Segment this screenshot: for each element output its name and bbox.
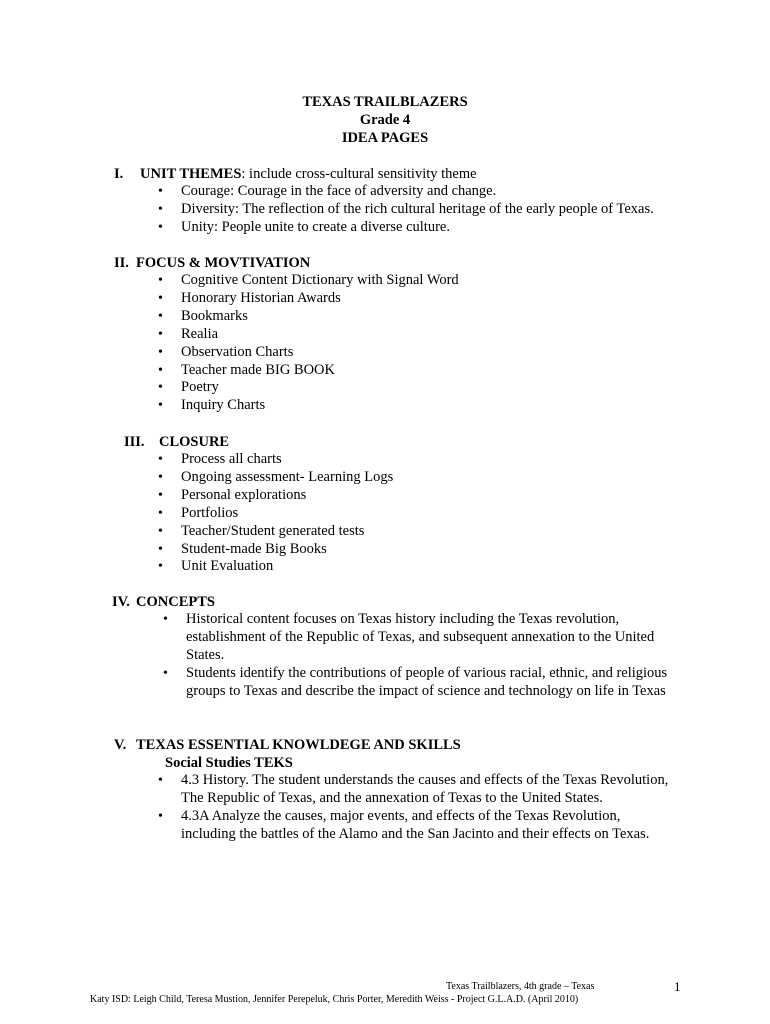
list-item: • Students identify the contributions of people of various racial, ethnic, and religious groups to Texas and describe the impact of science and technology on life in Texas (163, 665, 683, 701)
list-item: • Realia (158, 326, 718, 344)
section-unit-themes-heading (114, 165, 477, 183)
list-item: • Courage: Courage in the face of adversity and change. (158, 183, 718, 201)
list-item: • Bookmarks (158, 308, 718, 326)
list-item: • 4.3A Analyze the causes, major events, and effects of the Texas Revolution, including the battles of the Alamo and the San Jacinto and their effects on Texas. (158, 808, 678, 844)
section-title-suffix: : include cross-cultural sensitivity theme (241, 166, 477, 182)
social-studies-teks-subheading: Social Studies TEKS (165, 755, 293, 771)
list-item: • Observation Charts (158, 344, 718, 362)
section-numeral: V. (114, 737, 127, 753)
section-concepts-heading (112, 593, 215, 611)
footer-authors-line: Katy ISD: Leigh Child, Teresa Mustion, Jennifer Perepeluk, Chris Porter, Meredith Weiss - Project G.L.A.D. (April 2010) (90, 994, 579, 1005)
section-title: UNIT THEMES (140, 166, 242, 182)
focus-motivation-list (158, 272, 718, 415)
title-line-1: TEXAS TRAILBLAZERS (302, 94, 468, 110)
list-item: • Portfolios (158, 505, 718, 523)
title-line-2: Grade 4 (359, 112, 411, 128)
list-item: • Ongoing assessment- Learning Logs (158, 469, 718, 487)
page-number: 1 (674, 979, 681, 994)
section-title: FOCUS & MOVTIVATION (136, 255, 311, 271)
footer-course-line: Texas Trailblazers, 4th grade – Texas (446, 981, 595, 992)
section-teks-heading (114, 736, 461, 754)
unit-themes-list (158, 183, 718, 237)
teks-list (158, 772, 678, 844)
title-line-3: IDEA PAGES (341, 130, 429, 146)
list-item: • Poetry (158, 379, 718, 397)
list-item: • Teacher made BIG BOOK (158, 362, 718, 380)
section-numeral: III. (124, 434, 145, 450)
section-title: TEXAS ESSENTIAL KNOWLDEGE AND SKILLS (136, 737, 461, 753)
section-title: CONCEPTS (136, 594, 215, 610)
list-item: • Cognitive Content Dictionary with Signal Word (158, 272, 718, 290)
section-numeral: II. (114, 255, 129, 271)
list-item: • Inquiry Charts (158, 397, 718, 415)
list-item: • Historical content focuses on Texas history including the Texas revolution, establishment of the Republic of Texas, and subsequent annexation to the United States. (163, 611, 683, 665)
list-item: • Unity: People unite to create a diverse culture. (158, 219, 718, 237)
list-item: • Diversity: The reflection of the rich cultural heritage of the early people of Texas. (158, 201, 718, 219)
list-item: • Process all charts (158, 451, 718, 469)
list-item: • Teacher/Student generated tests (158, 523, 718, 541)
list-item: • Student-made Big Books (158, 541, 718, 559)
list-item: • Personal explorations (158, 487, 718, 505)
concepts-list (163, 611, 683, 701)
list-item: • 4.3 History. The student understands the causes and effects of the Texas Revolution, The Republic of Texas, and the annexation of Texas to the United States. (158, 772, 678, 808)
document-title (0, 93, 770, 147)
section-closure-heading (124, 433, 229, 451)
section-focus-heading (114, 254, 310, 272)
closure-list (158, 451, 718, 576)
section-numeral: I. (114, 166, 124, 182)
list-item: • Honorary Historian Awards (158, 290, 718, 308)
list-item: • Unit Evaluation (158, 558, 718, 576)
section-title: CLOSURE (159, 434, 230, 450)
section-numeral: IV. (112, 594, 130, 610)
